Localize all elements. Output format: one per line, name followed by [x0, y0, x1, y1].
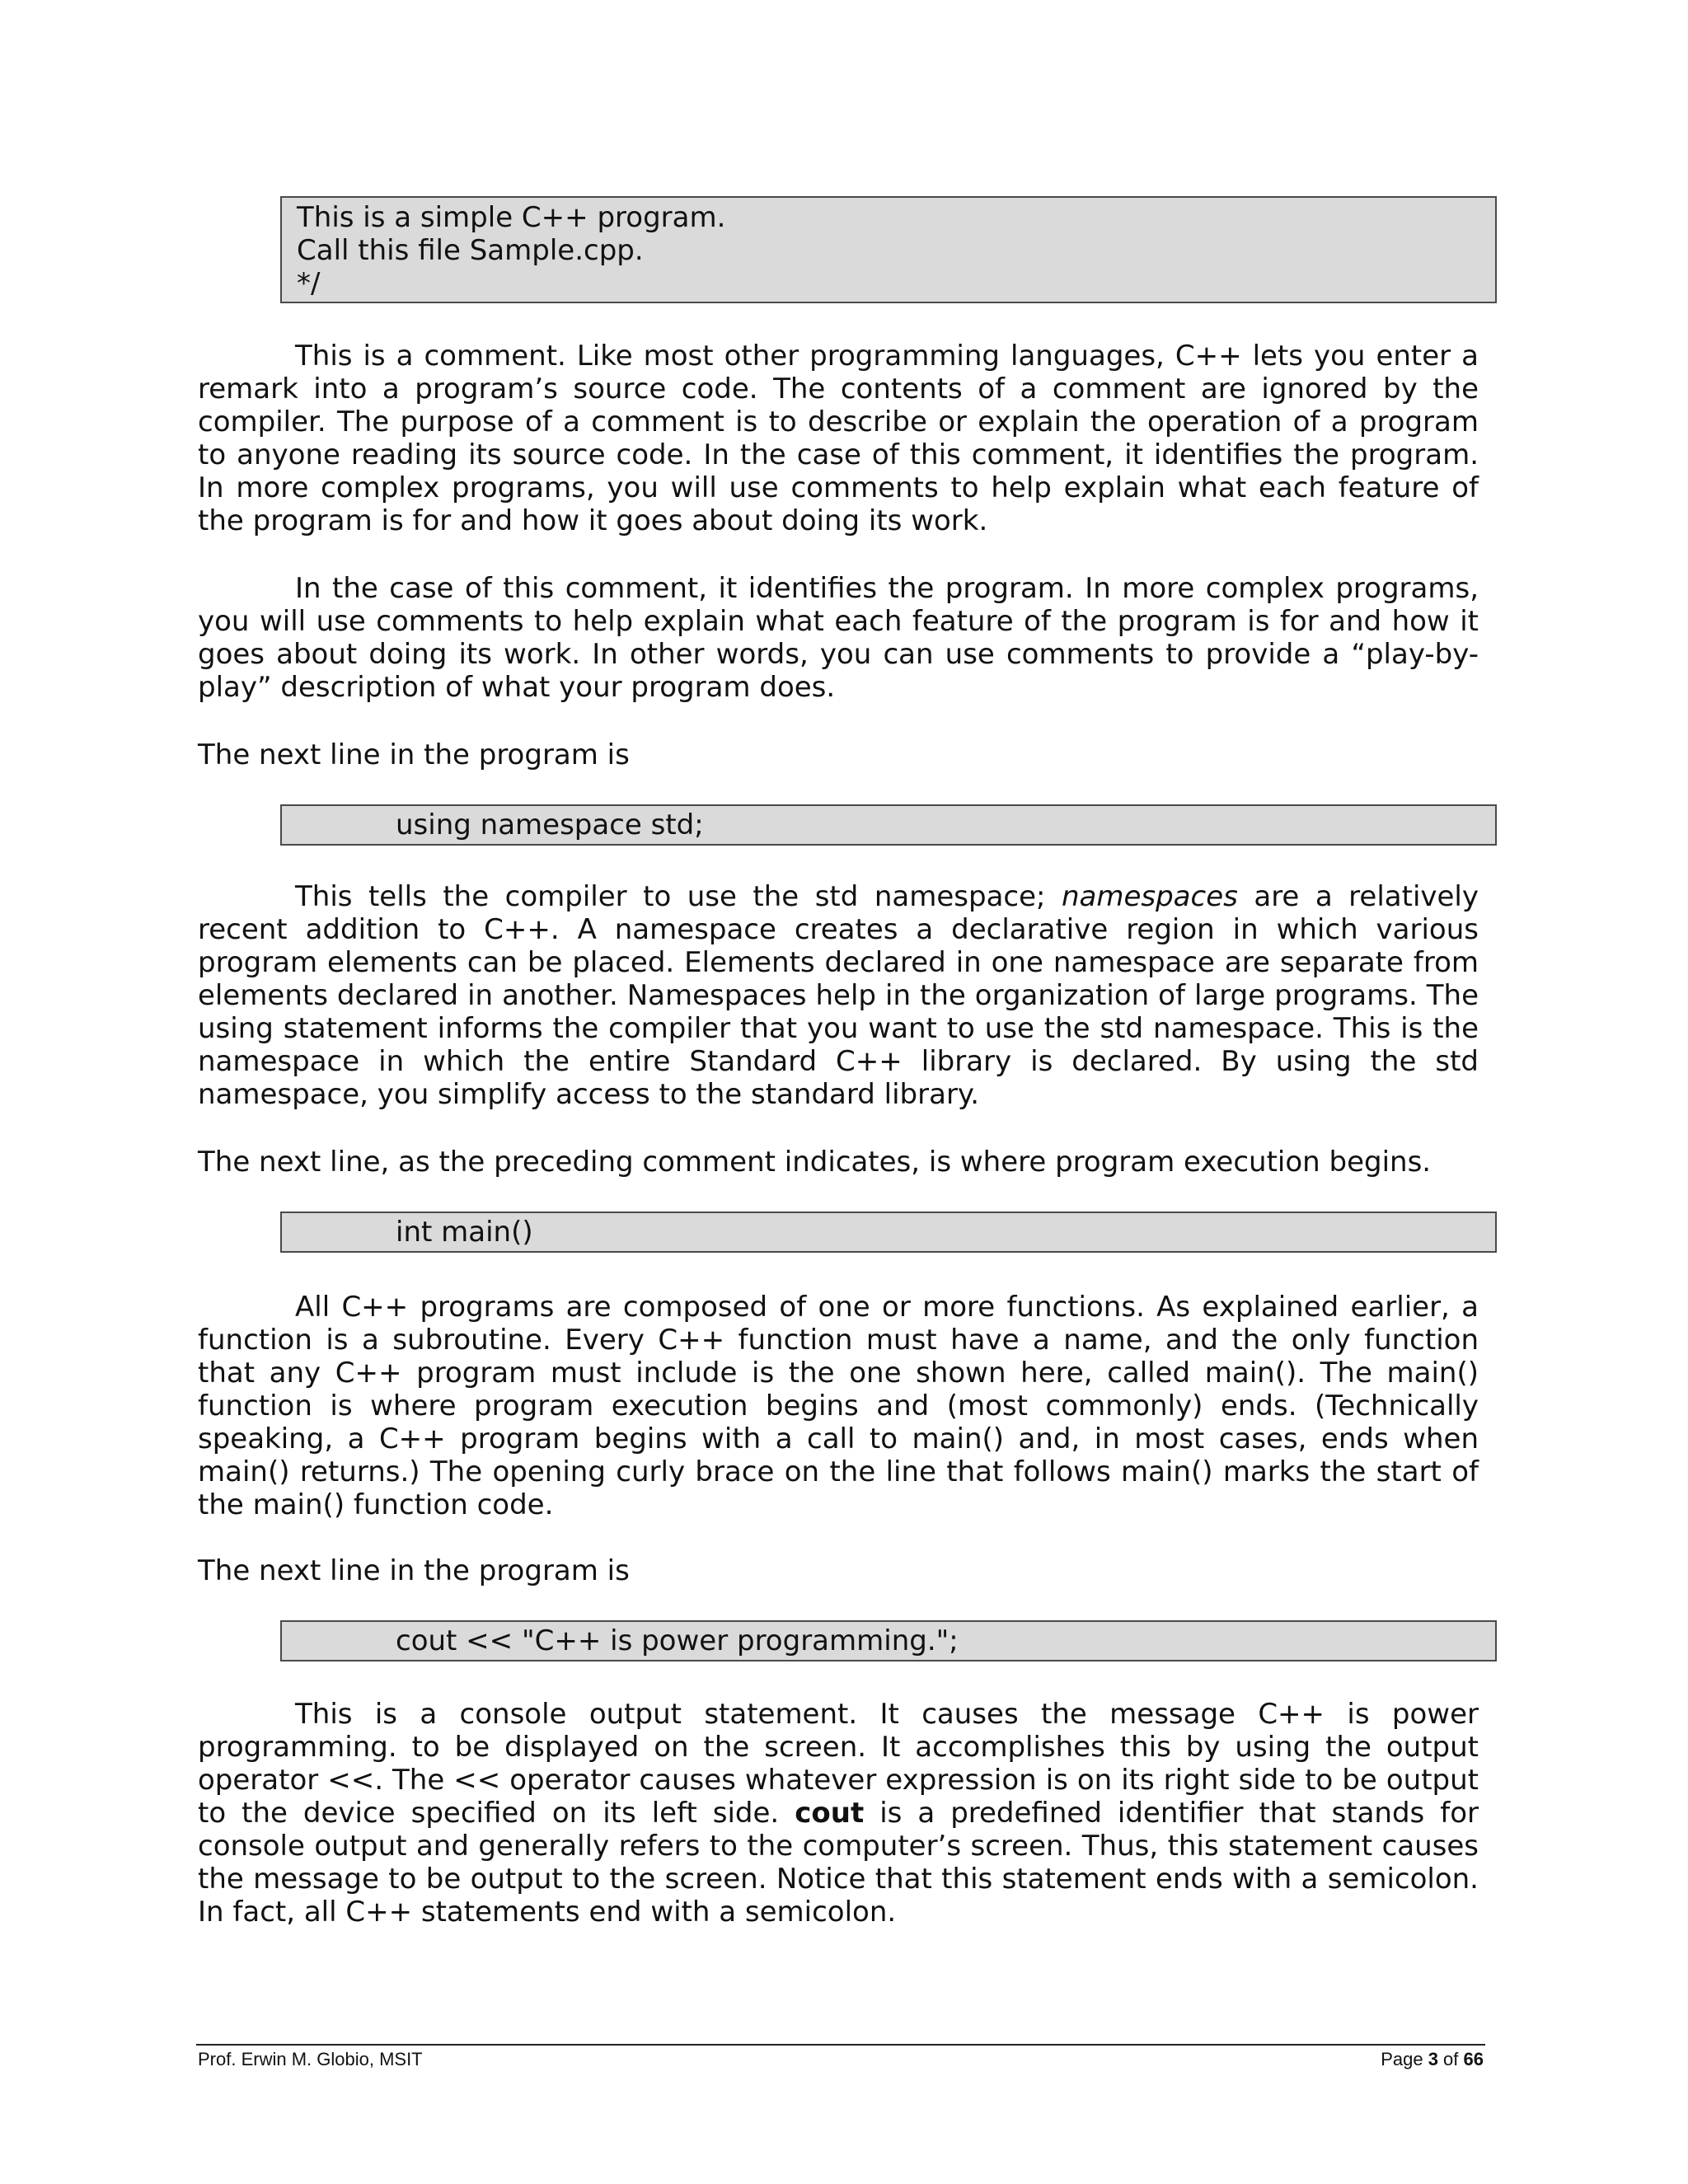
- paragraph-main-explanation: All C++ programs are composed of one or more functions. As explained earlier, a function is a subroutine. Every C++ function must have a name, and the only function that any C++ program must include is the one shown here, called main(). The main() function is where program execution begins and (most commonly) ends. (Technically speaking, a C++ program begins with a call to main() and, in most cases, ends when main() returns.) The opening curly brace on the line that follows main() marks the start of the main() function code.: [198, 1291, 1479, 1521]
- page-total: 66: [1463, 2049, 1484, 2069]
- footer-divider: [196, 2044, 1485, 2046]
- text-segment: This is a console output statement. It causes the message C++ is power programming. to be displayed on the screen. It accomplishes this by using the output operator <<. The << operator causes whatever expression is on its right side to be output to the device specified on its left side.: [198, 1698, 1479, 1830]
- code-block-cout: cout << "C++ is power programming.";: [280, 1620, 1497, 1661]
- paragraph-comment-explanation: This is a comment. Like most other programming languages, C++ lets you enter a remark into a program’s source code. The contents of a comment are ignored by the compiler. The purpose of a comment is to describe or explain the operation of a program to anyone reading its source code. In the case of this comment, it identifies the program. In more complex programs, you will use comments to help explain what each feature of the program is for and how it goes about doing its work.: [198, 340, 1479, 537]
- text-segment: are a relatively recent addition to C++. A namespace creates a declarative region in which various program elements can be placed. Elements declared in one namespace are separate from elements declared in another. Namespaces help in the organization of large programs. The using statement informs the compiler that you want to use the std namespace. This is the namespace in which the entire Standard C++ library is declared. By using the std namespace, you simplify access to the standard library.: [198, 880, 1479, 1111]
- footer-author: Prof. Erwin M. Globio, MSIT: [198, 2049, 423, 2069]
- paragraph-namespace-explanation: [198, 880, 1479, 1111]
- text-segment: This tells the compiler to use the std namespace;: [295, 880, 1062, 913]
- footer-page-number: [1381, 2047, 1484, 2072]
- paragraph-cout-explanation: [198, 1698, 1479, 1929]
- text-segment: is a predefined identifier that stands for console output and generally refers to the computer’s screen. Thus, this statement causes the message to be output to the screen. Notice that this statement ends with a semicolon. In fact, all C++ statements end with a semicolon.: [198, 1797, 1479, 1929]
- bold-term: cout: [795, 1797, 865, 1830]
- code-block-comment: [280, 196, 1497, 303]
- code-block-namespace: using namespace std;: [280, 804, 1497, 846]
- next-line-cout-intro: The next line in the program is: [198, 1554, 630, 1587]
- page-current: 3: [1428, 2049, 1438, 2069]
- next-line-main-intro: The next line, as the preceding comment indicates, is where program execution begins.: [198, 1146, 1432, 1179]
- paragraph-comment-purpose: In the case of this comment, it identifies the program. In more complex programs, you will use comments to help explain what each feature of the program is for and how it goes about doing its work. In other words, you can use comments to provide a “play-by-play” description of what your program does.: [198, 572, 1479, 704]
- code-line: Call this file Sample.cpp.: [297, 234, 644, 267]
- code-line: */: [297, 267, 321, 300]
- code-block-main: int main(): [280, 1212, 1497, 1253]
- next-line-intro: The next line in the program is: [198, 738, 630, 771]
- page-prefix: Page: [1381, 2049, 1428, 2069]
- italic-term: namespaces: [1061, 880, 1238, 913]
- code-line: This is a simple C++ program.: [297, 201, 726, 234]
- page-of: of: [1437, 2049, 1464, 2069]
